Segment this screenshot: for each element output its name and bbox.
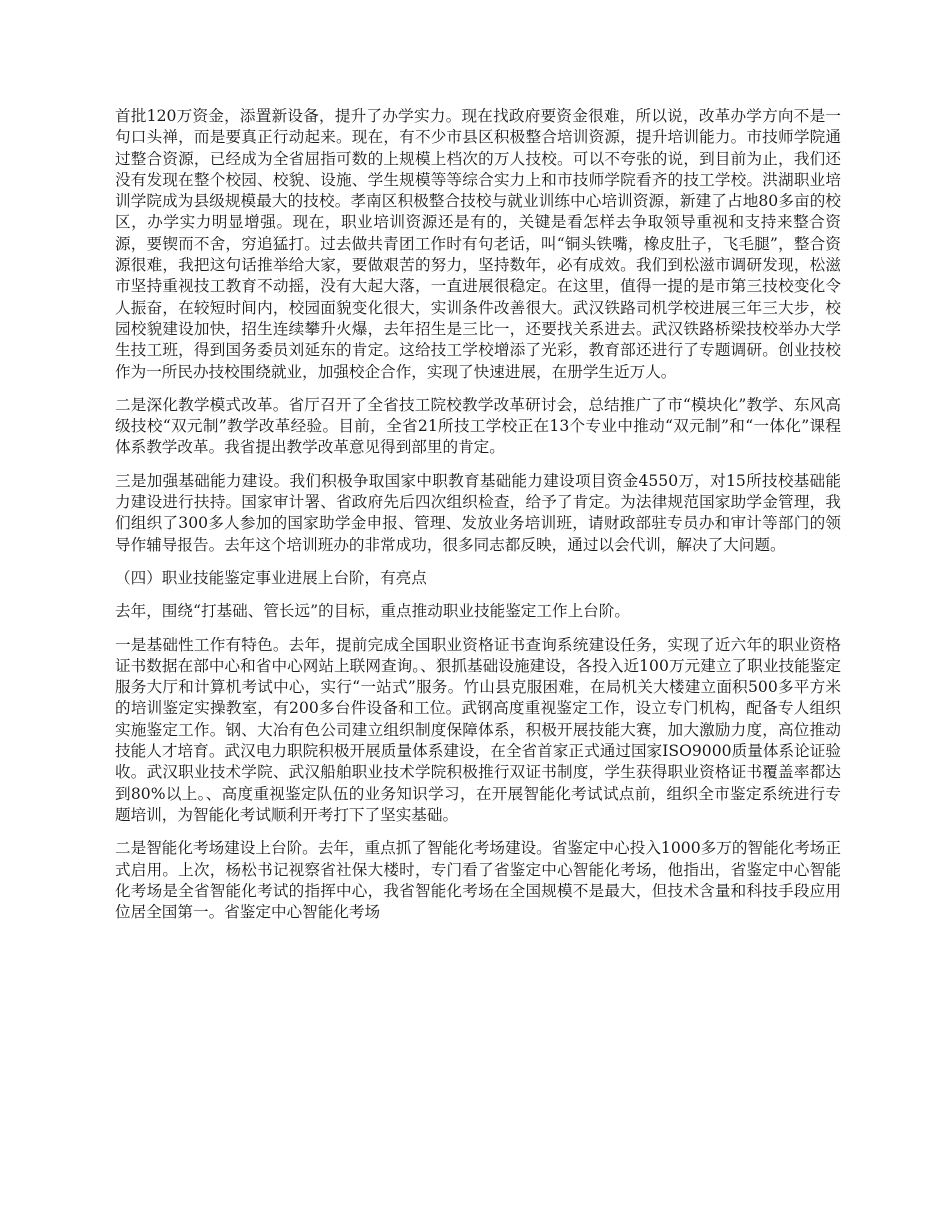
paragraph-appraisal-goal: 去年，围绕“打基础、管长远”的目标，重点推动职业技能鉴定工作上台阶。 — [115, 602, 630, 621]
document-body — [115, 106, 841, 935]
paragraph-teaching-reform: 二是深化教学模式改革。省厅召开了全省技工院校教学改革研讨会，总结推广了市“模块化”教学、东风高级技校“双元制”教学改革经验。目前，全省21所技工学校正在13个专业中推动“双元制”和“一体化”课程体系教学改革。我省提出教学改革意见得到部里的肯定。 — [115, 395, 841, 457]
paragraph-foundation-work: 一是基础性工作有特色。去年，提前完成全国职业资格证书查询系统建设任务，实现了近六年的职业资格证书数据在部中心和省中心网站上联网查询。、狠抓基础设施建设，各投入近100万元建立了职业技能鉴定服务大厅和计算机考试中心，实行“一站式”服务。竹山县克服困难，在局机关大楼建立面积500多平方米的培训鉴定实操教室，有200多台件设备和工位。武钢高度重视鉴定工作，设立专门机构，配备专人组织实施鉴定工作。钢、大冶有色公司建立组织制度保障体系，积极开展技能大赛，加大激励力度，高位推动技能人才培育。武汉电力职院积极开展质量体系建设，在全省首家正式通过国家ISO9000质量体系论证验收。武汉职业技术学院、武汉船舶职业技术学院积极推行双证书制度，学生获得职业资格证书覆盖率都达到80%以上。、高度重视鉴定队伍的业务知识学习，在开展智能化考试试点前，组织全市鉴定系统进行专题培训，为智能化考试顺利开考打下了坚实基础。 — [115, 635, 841, 824]
paragraph-capacity-building: 三是加强基础能力建设。我们积极争取国家中职教育基础能力建设项目资金4550万，对15所技校基础能力建设进行扶持。国家审计署、省政府先后四次组织检查，给予了肯定。为法律规范国家助学金管理，我们组织了300多人参加的国家助学金申报、管理、发放业务培训班，请财政部驻专员办和审计等部门的领导作辅导报告。去年这个培训班办的非常成功，很多同志都反映，通过以会代训，解决了大问题。 — [115, 471, 841, 554]
section-heading-skill-appraisal: （四）职业技能鉴定事业进展上台阶，有亮点 — [115, 568, 427, 587]
paragraph-smart-exam-room: 二是智能化考场建设上台阶。去年，重点抓了智能化考场建设。省鉴定中心投入1000多万的智能化考场正式启用。上次，杨松书记视察省社保大楼时，专门看了省鉴定中心智能化考场，他指出，省鉴定中心智能化考场是全省智能化考试的指挥中心，我省智能化考场在全国规模不是最大，但技术含量和科技手段应用位居全国第一。省鉴定中心智能化考场 — [115, 839, 841, 922]
paragraph-school-resources: 首批120万资金，添置新设备，提升了办学实力。现在找政府要资金很难，所以说，改革办学方向不是一句口头禅，而是要真正行动起来。现在，有不少市县区积极整合培训资源，提升培训能力。市技师学院通过整合资源，已经成为全省屈指可数的上规模上档次的万人技校。可以不夸张的说，到目前为止，我们还没有发现在整个校园、校貌、设施、学生规模等等综合实力上和市技师学院看齐的技工学校。洪湖职业培训学院成为县级规模最大的技校。孝南区积极整合技校与就业训练中心培训资源，新建了占地80多亩的校区，办学实力明显增强。现在，职业培训资源还是有的，关键是看怎样去争取领导重视和支持来整合资源，要锲而不舍，穷追猛打。过去做共青团工作时有句老话，叫“铜头铁嘴，橡皮肚子，飞毛腿”，整合资源很难，我把这句话推举给大家，要做艰苦的努力，坚持数年，必有成效。我们到松滋市调研发现，松滋市坚持重视技工教育不动摇，没有大起大落，一直进展很稳定。在这里，值得一提的是市第三技校变化令人振奋，在较短时间内，校园面貌变化很大，实训条件改善很大。武汉铁路司机学校进展三年三大步，校园校貌建设加快，招生连续攀升火爆，去年招生是三比一，还要找关系进去。武汉铁路桥梁技校举办大学生技工班，得到国务委员刘延东的肯定。这给技工学校增添了光彩，教育部还进行了专题调研。创业技校作为一所民办技校围绕就业，加强校企合作，实现了快速进展，在册学生近万人。 — [115, 107, 841, 381]
